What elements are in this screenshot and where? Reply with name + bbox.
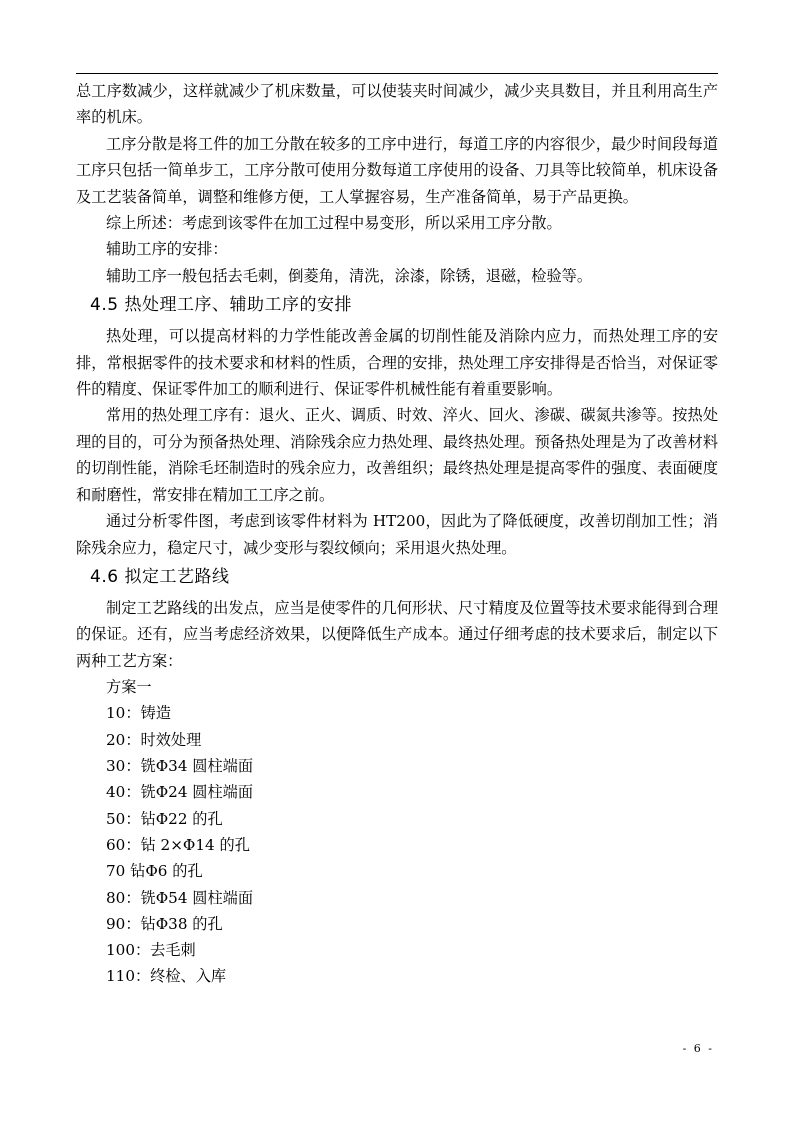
paragraph-process-route: 制定工艺路线的出发点，应当是使零件的几何形状、尺寸精度及位置等技术要求能得到合理的保证。还有，应当考虑经济效果，以便降低生产成本。通过仔细考虑的技术要求后，制定以下两种工艺方案： — [76, 598, 718, 670]
section-heading-4-6: 4.6 拟定工艺路线 — [90, 566, 230, 587]
process-steps-list — [76, 674, 718, 990]
list-item: 40：铣Φ24 圆柱端面 — [106, 783, 254, 802]
list-item: 80：铣Φ54 圆柱端面 — [106, 888, 254, 907]
list-item: 50：钻Φ22 的孔 — [106, 809, 223, 828]
paragraph-process-dispersion: 工序分散是将工件的加工分散在较多的工序中进行，每道工序的内容很少，最少时间段每道工序只包括一简单步工，工序分散可使用分数每道工序使用的设备、刀具等比较简单，机床设备及工艺装备简单，调整和维修方便，工人掌握容易，生产准备简单，易于产品更换。 — [76, 134, 718, 206]
paragraph-summary: 综上所述：考虑到该零件在加工过程中易变形，所以采用工序分散。 — [106, 214, 562, 233]
list-item: 方案一 — [106, 678, 152, 697]
section-heading-4-5: 4.5 热处理工序、辅助工序的安排 — [90, 295, 352, 316]
list-item: 110：终检、入库 — [106, 967, 227, 986]
paragraph-auxiliary-title: 辅助工序的安排： — [106, 240, 228, 259]
header-rule — [76, 73, 718, 74]
paragraph-continuation: 总工序数减少，这样就减少了机床数量，可以使装夹时间减少，减少夹具数目，并且利用高生产率的机床。 — [76, 82, 718, 127]
document-body — [76, 78, 718, 990]
page-number: - 6 - — [682, 1042, 714, 1055]
list-item: 100：去毛刺 — [106, 941, 196, 960]
list-item: 60：钻 2×Φ14 的孔 — [106, 835, 250, 854]
paragraph-auxiliary-list: 辅助工序一般包括去毛刺，倒菱角，清洗，涂漆，除锈，退磁，检验等。 — [106, 266, 592, 285]
list-item: 20：时效处理 — [106, 730, 202, 749]
paragraph-heat-treatment-types: 常用的热处理工序有：退火、正火、调质、时效、淬火、回火、渗碳、碳氮共渗等。按热处理的目的，可分为预备热处理、消除残余应力热处理、最终热处理。预备热处理是为了改善材料的切削性能，消除毛坯制造时的残余应力，改善组织；最终热处理是提高零件的强度、表面硬度和耐磨性，常安排在精加工工序之前。 — [76, 406, 718, 504]
paragraph-heat-treatment-intro: 热处理，可以提高材料的力学性能改善金属的切削性能及消除内应力，而热处理工序的安排，常根据零件的技术要求和材料的性质，合理的安排，热处理工序安排得是否恰当，对保证零件的精度、保证零件加工的顺利进行、保证零件机械性能有着重要影响。 — [76, 327, 718, 399]
list-item: 70 钻Φ6 的孔 — [106, 862, 203, 881]
list-item: 90：钻Φ38 的孔 — [106, 914, 223, 933]
paragraph-heat-treatment-choice: 通过分析零件图，考虑到该零件材料为 HT200，因此为了降低硬度，改善切削加工性；消除残余应力，稳定尺寸，减少变形与裂纹倾向；采用退火热处理。 — [76, 512, 718, 557]
list-item: 30：铣Φ34 圆柱端面 — [106, 757, 254, 776]
list-item: 10：铸造 — [106, 704, 171, 723]
